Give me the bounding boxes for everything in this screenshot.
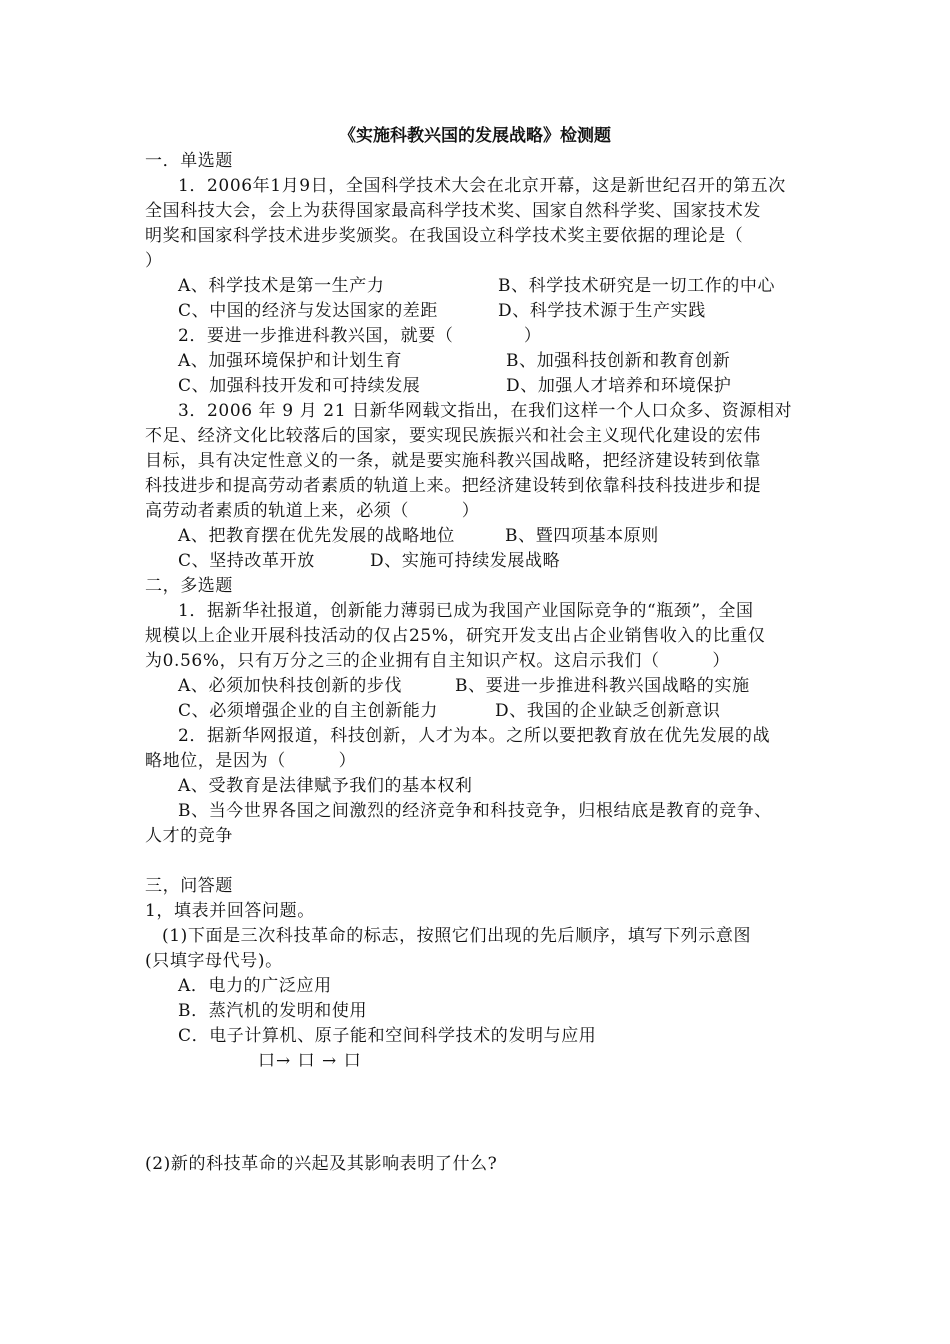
option-d: D、我国的企业缺乏创新意识 (495, 701, 721, 721)
document-title: 《实施科教兴国的发展战略》检测题 (339, 126, 611, 146)
sub-question-text: (2)新的科技革命的兴起及其影响表明了什么? (145, 1154, 498, 1174)
question-text: 全国科技大会，会上为获得国家最高科学技术奖、国家自然科学奖、国家技术发 (145, 201, 761, 221)
option-c: C、中国的经济与发达国家的差距 (178, 301, 439, 321)
option-b-continued: 人才的竞争 (145, 826, 233, 846)
list-item: A．电力的广泛应用 (178, 976, 332, 996)
option-d: D、实施可持续发展战略 (370, 551, 561, 571)
question-text: ） (145, 251, 163, 271)
sub-question-text: (1)下面是三次科技革命的标志，按照它们出现的先后顺序，填写下列示意图 (162, 926, 752, 946)
question-text: 1．2006年1月9日，全国科学技术大会在北京开幕，这是新世纪召开的第五次 (178, 176, 786, 196)
option-c: C、必须增强企业的自主创新能力 (178, 701, 439, 721)
section-heading-essay: 三，问答题 (145, 876, 233, 896)
option-row (178, 274, 843, 299)
option-c: C、坚持改革开放 (178, 551, 315, 571)
question-text: 2．据新华网报道，科技创新，人才为本。之所以要把教育放在优先发展的战 (178, 726, 771, 746)
option-d: D、加强人才培养和环境保护 (506, 376, 732, 396)
option-b: B、当今世界各国之间激烈的经济竞争和科技竞争，归根结底是教育的竞争、 (178, 801, 772, 821)
question-text: 科技进步和提高劳动者素质的轨道上来。把经济建设转到依靠科技科技进步和提 (145, 476, 761, 496)
option-row (178, 374, 843, 399)
question-text: 略地位，是因为（ ） (145, 751, 357, 771)
option-b: B、要进一步推进科教兴国战略的实施 (455, 676, 750, 696)
section-heading-single-choice: 一．单选题 (145, 151, 233, 171)
question-text: 3．2006 年 9 月 21 日新华网载文指出，在我们这样一个人口众多、资源相对 (178, 401, 793, 421)
question-text: 2．要进一步推进科教兴国，就要（ ） (178, 326, 542, 346)
option-a: A、必须加快科技创新的步伐 (178, 676, 403, 696)
question-text: 规模以上企业开展科技活动的仅占25%，研究开发支出占企业销售收入的比重仅 (145, 626, 766, 646)
option-b: B、暨四项基本原则 (505, 526, 659, 546)
option-row (178, 549, 843, 574)
list-item: B．蒸汽机的发明和使用 (178, 1001, 368, 1021)
option-row (178, 524, 843, 549)
option-a: A、把教育摆在优先发展的战略地位 (178, 526, 455, 546)
option-a: A、受教育是法律赋予我们的基本权利 (178, 776, 473, 796)
option-a: A、科学技术是第一生产力 (178, 276, 385, 296)
question-text: 不足、经济文化比较落后的国家，要实现民族振兴和社会主义现代化建设的宏伟 (145, 426, 761, 446)
option-row (178, 674, 843, 699)
option-d: D、科学技术源于生产实践 (498, 301, 706, 321)
question-text: 1．据新华社报道，创新能力薄弱已成为我国产业国际竞争的“瓶颈”，全国 (178, 601, 754, 621)
option-b: B、加强科技创新和教育创新 (506, 351, 731, 371)
list-item: C．电子计算机、原子能和空间科学技术的发明与应用 (178, 1026, 597, 1046)
option-row (178, 349, 843, 374)
question-text: 为0.56%，只有万分之三的企业拥有自主知识产权。这启示我们（ ） (145, 651, 731, 671)
sequence-diagram: 口→ 口 → 口 (258, 1051, 362, 1071)
question-text: 目标，具有决定性意义的一条，就是要实施科教兴国战略，把经济建设转到依靠 (145, 451, 761, 471)
option-row (178, 299, 843, 324)
question-label: 1，填表并回答问题。 (145, 901, 315, 921)
option-row (178, 699, 843, 724)
option-c: C、加强科技开发和可持续发展 (178, 376, 421, 396)
question-text: 高劳动者素质的轨道上来，必须（ ） (145, 501, 480, 521)
question-text: 明奖和国家科学技术进步奖颁奖。在我国设立科学技术奖主要依据的理论是（ (145, 226, 744, 246)
option-b: B、科学技术研究是一切工作的中心 (498, 276, 776, 296)
option-a: A、加强环境保护和计划生育 (178, 351, 403, 371)
sub-question-text: (只填字母代号)。 (145, 951, 283, 971)
section-heading-multiple-choice: 二，多选题 (145, 576, 233, 596)
